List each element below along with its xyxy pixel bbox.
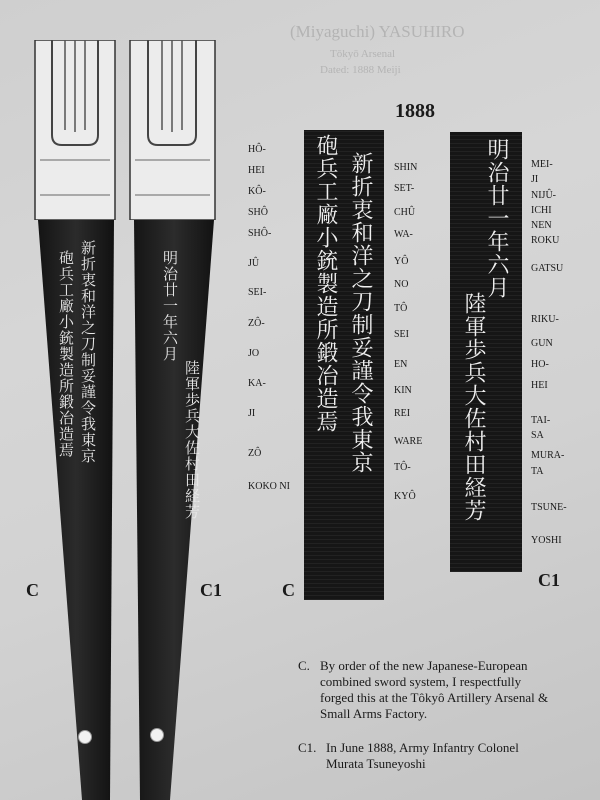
romaji-right-item: MURA-	[531, 450, 565, 461]
romaji-left-item: KOKO NI	[248, 481, 290, 492]
romaji-right-item: NIJÛ-	[531, 190, 556, 201]
romaji-left-item: JO	[248, 348, 260, 359]
caption-c1-text: In June 1888, Army Infantry Colonel Murata Tsuneyoshi	[326, 740, 519, 771]
romaji-middle-item: SHIN	[394, 162, 418, 173]
rubbing-c1-inscription-right: 明治廿一年六月	[484, 138, 509, 299]
romaji-middle-item: TÔ	[394, 303, 408, 314]
romaji-left-item: HEI	[248, 165, 265, 176]
rubbing-c-inscription-left: 砲兵工廠小銃製造所鍛冶造焉	[313, 134, 338, 433]
romaji-right-item: TA	[531, 466, 544, 477]
sword-c-tang	[30, 40, 120, 220]
rubbing-c1	[450, 132, 522, 572]
romaji-left-item: JI	[248, 408, 256, 419]
romaji-middle-item: SET-	[394, 183, 415, 194]
romaji-left-item: KÔ-	[248, 186, 266, 197]
romaji-right-item: HEI	[531, 380, 548, 391]
sword-c-label: C	[26, 580, 39, 600]
romaji-middle-item: WARE	[394, 436, 423, 447]
romaji-left-item: ZÔ-	[248, 318, 265, 329]
caption-c	[298, 658, 568, 722]
rubbing-c-inscription-right: 新折衷和洋之刀制妥謹令我東京	[348, 152, 373, 474]
rubbing-c1-label: C1	[538, 570, 560, 590]
romaji-right-item: HO-	[531, 359, 549, 370]
sword-c1-peg-hole	[150, 728, 164, 742]
caption-c-text: By order of the new Japanese-European combined sword system, I respectfully forged this at the Tôkyô Artillery Arsenal & Small Arms Factory.	[320, 658, 549, 721]
romaji-left-item: JÛ	[248, 258, 260, 269]
romaji-right-item: GUN	[531, 338, 553, 349]
caption-c1-marker: C1.	[298, 740, 317, 755]
romaji-middle-item: YÔ	[394, 256, 409, 267]
romaji-left-item: ZÔ	[248, 448, 262, 459]
romaji-left-item: KA-	[248, 378, 266, 389]
sword-c-peg-hole	[78, 730, 92, 744]
romaji-middle-column	[394, 163, 444, 503]
romaji-left-item: HÔ-	[248, 144, 266, 155]
romaji-left-item: SHÔ	[248, 207, 269, 218]
romaji-middle-item: EN	[394, 359, 408, 370]
sword-c1-tang	[120, 40, 220, 220]
romaji-middle-item: NO	[394, 279, 409, 290]
romaji-right-item: SA	[531, 430, 544, 441]
sword-c-inscription-left: 砲兵工廠小銃製造所鍛冶造焉	[57, 250, 75, 458]
romaji-middle-item: REI	[394, 408, 411, 419]
romaji-middle-item: KYÔ	[394, 491, 416, 502]
romaji-middle-item: KIN	[394, 385, 412, 396]
romaji-right-item: TSUNE-	[531, 502, 567, 513]
romaji-middle-item: WA-	[394, 229, 413, 240]
romaji-right-item: GATSU	[531, 263, 564, 274]
romaji-middle-item: CHÛ	[394, 207, 416, 218]
ghost-header-line1: (Miyaguchi) YASUHIRO	[290, 22, 465, 41]
romaji-right-item: TAI-	[531, 415, 551, 426]
romaji-right-item: YOSHI	[531, 535, 562, 546]
rubbing-c1-inscription-left: 陸軍歩兵大佐村田経芳	[461, 292, 486, 522]
romaji-middle-item: TÔ-	[394, 462, 411, 473]
rubbing-c	[304, 130, 384, 600]
romaji-right-item: JI	[531, 174, 539, 185]
sword-c1-inscription-right: 明治廿一年六月	[161, 250, 179, 362]
romaji-right-item: MEI-	[531, 159, 553, 170]
sword-c1-inscription-left: 陸軍歩兵大佐村田経芳	[183, 360, 201, 520]
romaji-right-item: ICHI	[531, 205, 552, 216]
romaji-left-item: SEI-	[248, 287, 267, 298]
ghost-header-line3: Dated: 1888 Meiji	[320, 64, 401, 76]
romaji-middle-item: SEI	[394, 329, 409, 340]
romaji-right-item: NEN	[531, 220, 552, 231]
romaji-left-column	[248, 145, 308, 505]
romaji-right-item: ROKU	[531, 235, 560, 246]
romaji-right-column	[531, 160, 591, 550]
romaji-left-item: SHÔ-	[248, 228, 272, 239]
ghost-header-line2: Tōkyō Arsenal	[330, 48, 396, 60]
year-heading: 1888	[395, 100, 435, 122]
sword-c	[30, 40, 120, 800]
sword-c-inscription-right: 新折衷和洋之刀制妥謹令我東京	[79, 240, 97, 464]
caption-c1	[298, 740, 568, 772]
caption-c-marker: C.	[298, 658, 310, 673]
sword-c1-label: C1	[200, 580, 222, 600]
sword-c1	[120, 40, 220, 800]
rubbing-c-label: C	[282, 580, 295, 600]
romaji-right-item: RIKU-	[531, 314, 559, 325]
